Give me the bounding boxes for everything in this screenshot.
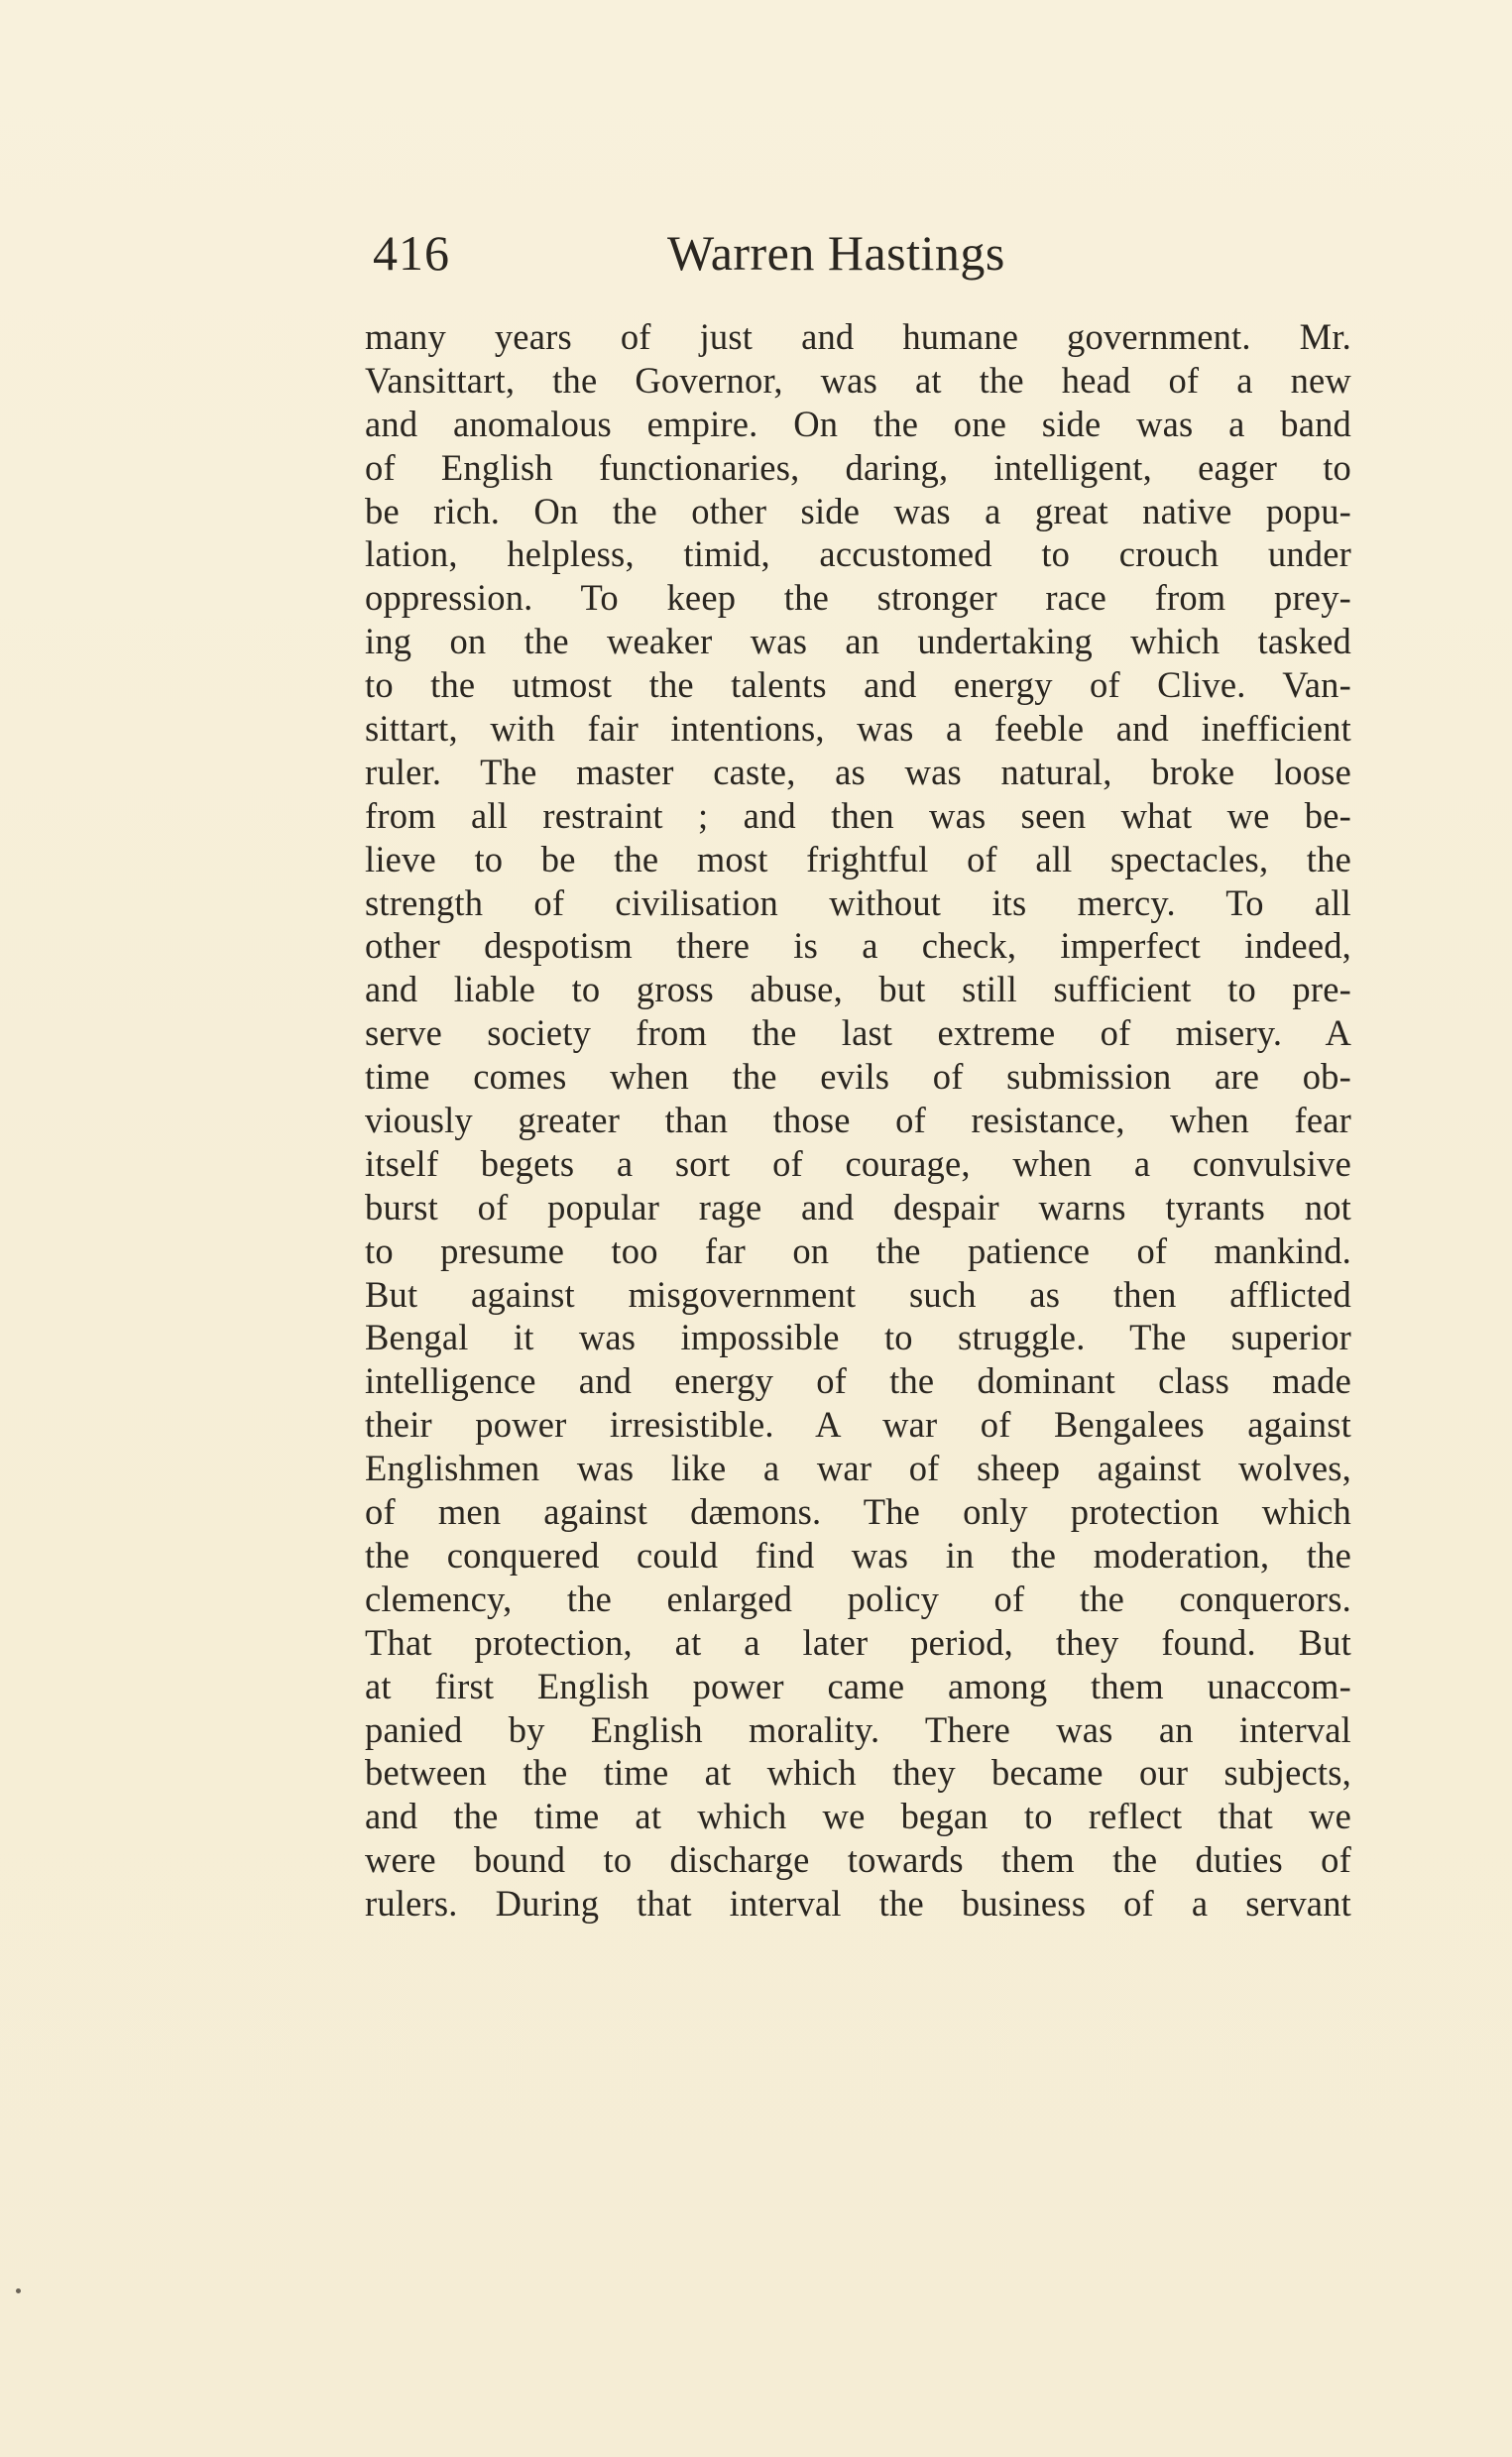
text-line: were bound to discharge towards them the duties of xyxy=(365,1839,1351,1881)
body-text xyxy=(365,315,1351,1926)
text-line: the conquered could find was in the moderation, the xyxy=(365,1534,1351,1576)
text-line: their power irresistible. A war of Bengalees against xyxy=(365,1404,1351,1446)
text-line: time comes when the evils of submission are ob- xyxy=(365,1056,1351,1098)
text-line: serve society from the last extreme of misery. A xyxy=(365,1012,1351,1054)
text-line: But against misgovernment such as then afflicted xyxy=(365,1273,1351,1315)
text-line: be rich. On the other side was a great native popu- xyxy=(365,490,1351,531)
text-line: sittart, with fair intentions, was a feeble and inefficient xyxy=(365,708,1351,750)
text-line: lation, helpless, timid, accustomed to crouch under xyxy=(365,533,1351,575)
text-line: intelligence and energy of the dominant class made xyxy=(365,1360,1351,1402)
page-number: 416 xyxy=(373,225,450,281)
text-line: Englishmen was like a war of sheep against wolves, xyxy=(365,1448,1351,1489)
text-line: other despotism there is a check, imperfect indeed, xyxy=(365,925,1351,967)
text-line: Bengal it was impossible to struggle. The superior xyxy=(365,1317,1351,1358)
text-line: ruler. The master caste, as was natural, broke loose xyxy=(365,751,1351,792)
running-head xyxy=(373,223,1354,292)
running-title: Warren Hastings xyxy=(667,225,1005,281)
text-line: and the time at which we began to reflect that we xyxy=(365,1796,1351,1837)
text-line: That protection, at a later period, they found. But xyxy=(365,1621,1351,1663)
paper-speck xyxy=(16,2288,21,2293)
text-line: many years of just and humane government. Mr. xyxy=(365,316,1351,357)
text-line: viously greater than those of resistance, when fear xyxy=(365,1100,1351,1141)
text-line: oppression. To keep the stronger race from prey- xyxy=(365,577,1351,619)
text-line: panied by English morality. There was an interval xyxy=(365,1708,1351,1750)
text-line: burst of popular rage and despair warns tyrants not xyxy=(365,1186,1351,1228)
text-line: of men against dæmons. The only protection which xyxy=(365,1491,1351,1533)
text-line: lieve to be the most frightful of all spectacles, the xyxy=(365,838,1351,879)
text-line: clemency, the enlarged policy of the conquerors. xyxy=(365,1578,1351,1619)
text-line: to the utmost the talents and energy of Clive. Van- xyxy=(365,664,1351,706)
text-line: rulers. During that interval the business of a servant xyxy=(365,1883,1351,1925)
text-line: itself begets a sort of courage, when a convulsive xyxy=(365,1142,1351,1184)
text-line: of English functionaries, daring, intelligent, eager to xyxy=(365,446,1351,488)
text-line: to presume too far on the patience of mankind. xyxy=(365,1229,1351,1271)
text-line: and liable to gross abuse, but still sufficient to pre- xyxy=(365,969,1351,1010)
text-line: and anomalous empire. On the one side was a band xyxy=(365,403,1351,444)
text-line: ing on the weaker was an undertaking which tasked xyxy=(365,621,1351,662)
text-line: Vansittart, the Governor, was at the head of a new xyxy=(365,359,1351,401)
text-line: strength of civilisation without its mercy. To all xyxy=(365,881,1351,923)
text-line: at first English power came among them unaccom- xyxy=(365,1665,1351,1706)
text-line: between the time at which they became our subjects, xyxy=(365,1752,1351,1794)
text-line: from all restraint ; and then was seen what we be- xyxy=(365,794,1351,836)
